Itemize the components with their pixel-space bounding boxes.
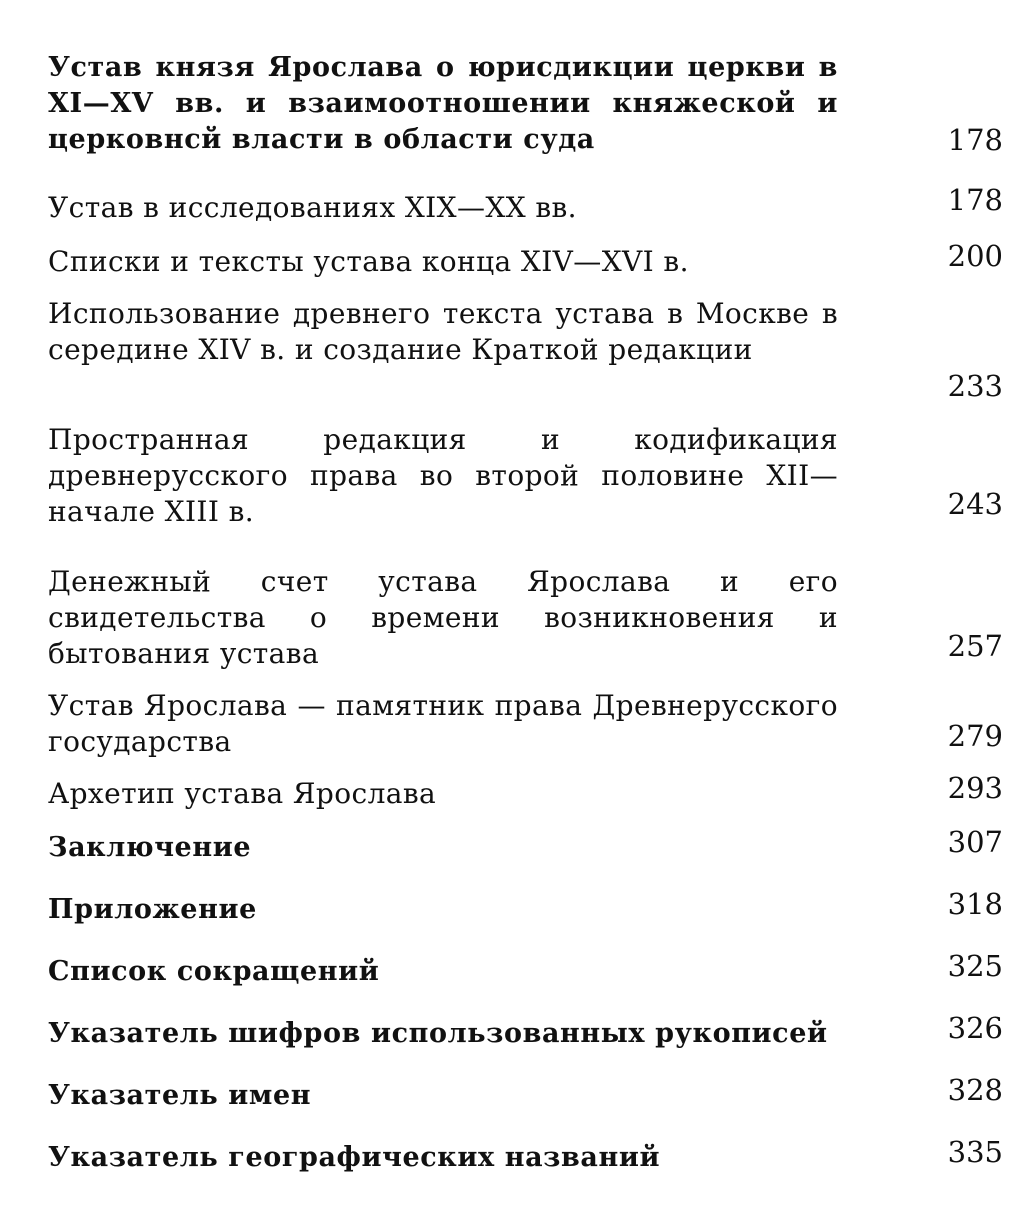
toc-entry-page: 307 [947, 825, 1003, 859]
toc-entry [48, 1135, 1003, 1180]
toc-entry-title: Устав князя Ярослава о юрисдикции церкви в XI—XV вв. и взаимоотношении княжеской и церковнсй власти в области суда [48, 52, 838, 155]
toc-entry-title: Архетип устава Ярослава [48, 777, 437, 810]
toc-entry-page: 178 [947, 183, 1003, 217]
toc-entry-page: 233 [947, 369, 1003, 403]
toc-entry [48, 771, 1003, 816]
toc-entry-title: Устав Ярослава — памятник права Древнерусского государства [48, 689, 838, 758]
toc-entry-title: Устав в исследованиях XIX—XX вв. [48, 191, 577, 224]
toc-entry [48, 1073, 1003, 1118]
toc-entry [48, 825, 1003, 870]
toc-entry-page: 325 [947, 949, 1003, 983]
toc-entry [48, 949, 1003, 994]
toc-entry [48, 887, 1003, 932]
toc-entry-title: Пространная редакция и кодификация древнерусского права во второй половине XII—начале XIII в. [48, 423, 838, 528]
toc-entry-page: 318 [947, 887, 1003, 921]
toc-entry [48, 183, 1003, 230]
toc-entry-page: 293 [947, 771, 1003, 805]
toc-entry-title: Указатель имен [48, 1080, 312, 1111]
toc-entry-page: 328 [947, 1073, 1003, 1107]
toc-entry-title: Указатель шифров использованных рукописей [48, 1018, 828, 1049]
toc-entry-page: 326 [947, 1011, 1003, 1045]
toc-entry-page: 243 [947, 487, 1003, 521]
toc-entry [48, 422, 1003, 532]
toc-entry-title: Списки и тексты устава конца XIV—XVI в. [48, 245, 689, 278]
toc-entry [48, 296, 1003, 406]
toc-entry-page: 335 [947, 1135, 1003, 1169]
toc-entry [48, 50, 1003, 160]
toc-entry-title: Указатель географических названий [48, 1142, 661, 1173]
toc-entry [48, 239, 1003, 284]
toc-entry-title: Использование древнего текста устава в Москве в середине XIV в. и создание Краткой редакции [48, 297, 838, 366]
toc-entry [48, 564, 1003, 674]
toc-entry [48, 1011, 1003, 1056]
toc-entry-title: Приложение [48, 894, 257, 925]
toc-entry-page: 178 [947, 123, 1003, 157]
toc-entry-title: Заключение [48, 832, 252, 863]
toc-entry-title: Денежный счет устава Ярослава и его свидетельства о времени возникновения и бытования устава [48, 565, 838, 670]
toc-entry-title: Список сокращений [48, 956, 380, 987]
toc-entry [48, 688, 1003, 762]
toc-entry-page: 257 [947, 629, 1003, 663]
toc-entry-page: 279 [947, 719, 1003, 753]
toc-entry-page: 200 [947, 239, 1003, 273]
